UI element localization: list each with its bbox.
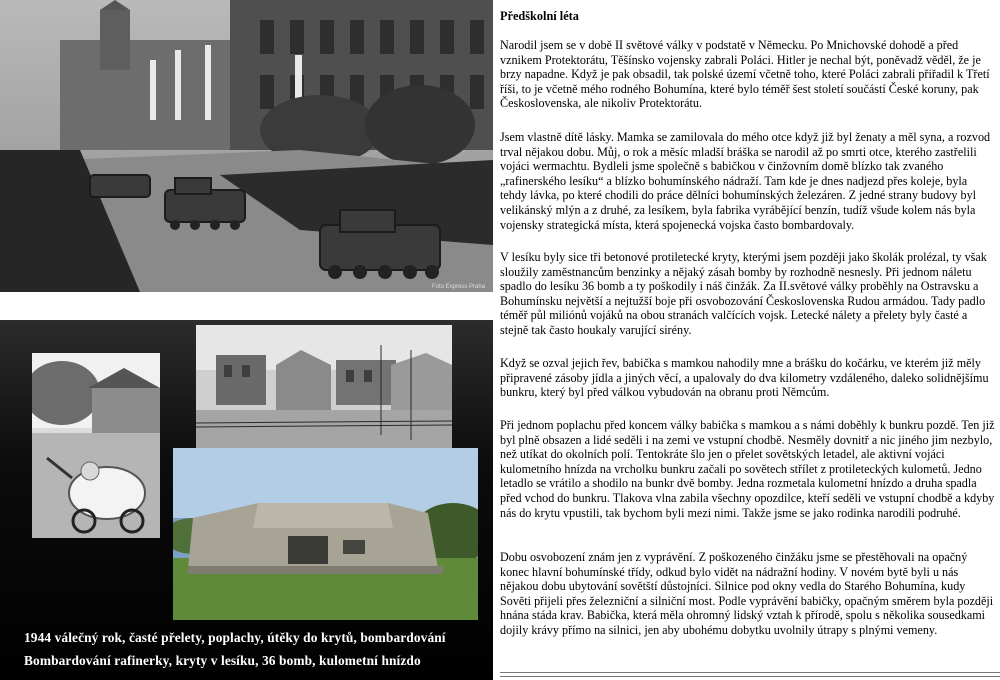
refinery-factory-photo bbox=[196, 325, 452, 459]
bottom-divider bbox=[500, 672, 1000, 673]
photo-watermark: Foto Express Praha bbox=[432, 284, 486, 290]
caption-line-1: 1944 válečný rok, časté přelety, poplachy, útěky do krytů, bombardování bbox=[24, 630, 446, 645]
article-paragraph: Dobu osvobození znám jen z vyprávění. Z poškozeného činžáku jsme se přestěhovali na opačný konec hlavní bohumínské třídy, odkud bylo vidět na nádražní hodiny. V novém bytě byli u nás nějakou dobu ubytování sovětští důstojníci. Silnice pod okny vedla do Starého Bohumína, kudy Sověti přijeli přes železniční a silniční most. Podle vyprávění babičky, opačným směrem byla později hnána stáda krav. Babička, která měla ohromný lidský vztah k přírodě, spolu s několika sousedkami dojily krávy přímo na silnici, jen aby ubohému dobytku uvolnily útrapy s plnými vemeny. bbox=[500, 550, 994, 637]
article-paragraph: Když se ozval jejich řev, babička s mamkou nahodily mne a brášku do kočárku, ve kterém již měly připravené zásoby jídla a jiných věcí, a upalovaly do dva kilometry vzdáleného, daleko solidnějšímu bunkru, který byl před válkou vybudován na obranu proti Němcům. bbox=[500, 356, 989, 400]
photo-collage bbox=[0, 320, 493, 680]
bottom-divider bbox=[500, 676, 1000, 677]
article-title: Předškolní léta bbox=[500, 9, 579, 23]
left-column bbox=[0, 0, 493, 680]
wartime-parade-photo bbox=[0, 0, 493, 292]
bunker-color-photo bbox=[173, 448, 478, 620]
article-paragraph: Při jednom poplachu před koncem války babička s mamkou a s námi doběhly k bunkru pozdě. Ten již byl plně obsazen a lidé seděli i na zemi ve vstupní chodbě. Nesměly dovnitř a nic jiného jim nezbylo, než utíkat do okolních polí. Tentokráte šlo jen o přelet sovětských letadel, ale aktivní vojáci kulometního hnízda na vrcholku bunkru začali po sovětech střílet z protileteckých kulometů. Jedno letadlo se vrátilo a shodilo na bunkr dvě bomby. Jedna rozmetala kulometní hnízdo a druha spadla před vchod do bunkru. Tlakova vlna zabila všechny opozdilce, kteří seděli ve vstupní chodbě a kdyby nás do krytu vpustili, tak bychom byli mezi nimi. Takže jsme se jako rodinka narodili podruhé. bbox=[500, 418, 995, 520]
article-paragraph: V lesíku byly sice tři betonové protiletecké kryty, kterými jsem později jako školák prolézal, ty však sloužily zaměstnancům benzinky a nějaký zásah bomby by rozhodně nesnesly. Při jednom náletu spadlo do lesíku 36 bomb a ty poškodily i náš činžák. Za II.světové války proběhly na Ostravsku a Bohumínsku největší a nejtužší boje při osvobozování Československa Rudou armádou. Tady padlo téměř půl miliónů vojáků na obou stranách valčících vojsk. Letecké nálety a přelety byly časté a stejně tak často houkaly varující sirény. bbox=[500, 250, 987, 337]
caption-line-2: Bombardování rafinerky, kryty v lesíku, 36 bomb, kulometní hnízdo bbox=[24, 653, 421, 668]
article-paragraph: Jsem vlastně dítě lásky. Mamka se zamilovala do mého otce když již byl ženaty a měl syna, a rozvod trval nějakou dobu. Můj, o rok a měsíc mladší bráška se narodil až po smrti otce, kterého zastřelili vojáci wermachtu. Bydleli jsme společně s babičkou v činžovním domě blízko tak zvaného „rafinerského lesíku“ a blízko bohumínského nádraží. Tam kde je dnes nadjezd přes koleje, byla tehdy lávka, po které chodili do práce dělníci bohumínských železáren. Z jedné strany budovy byl velikánský mlýn a z druhé, za lesíkem, byla fabrika vyrábějící benzín, tudíž všude kolem nás byla vojensky strategická místa, která spojenecká vojska často bombardovaly. bbox=[500, 130, 991, 232]
baby-pram-photo bbox=[32, 353, 160, 538]
parade-photo-drawing bbox=[0, 0, 493, 292]
article-paragraph: Narodil jsem se v době II světové války v podstatě v Německu. Po Mnichovské dohodě a před vznikem Protektorátu, Těšínsko vojensky zabrali Poláci. Hitler je nechal být, poněvadž věděl, že je brzy napadne. Když je pak obsadil, tak polské území včetně toho, které Poláci zabrali přiřadil k Třetí říši, to je včetně mého rodného Bohumína, které bylo téměř šest století součástí České koruny, pak Československa, ale nikoliv Protektorátu. bbox=[500, 38, 990, 111]
article bbox=[500, 0, 996, 680]
